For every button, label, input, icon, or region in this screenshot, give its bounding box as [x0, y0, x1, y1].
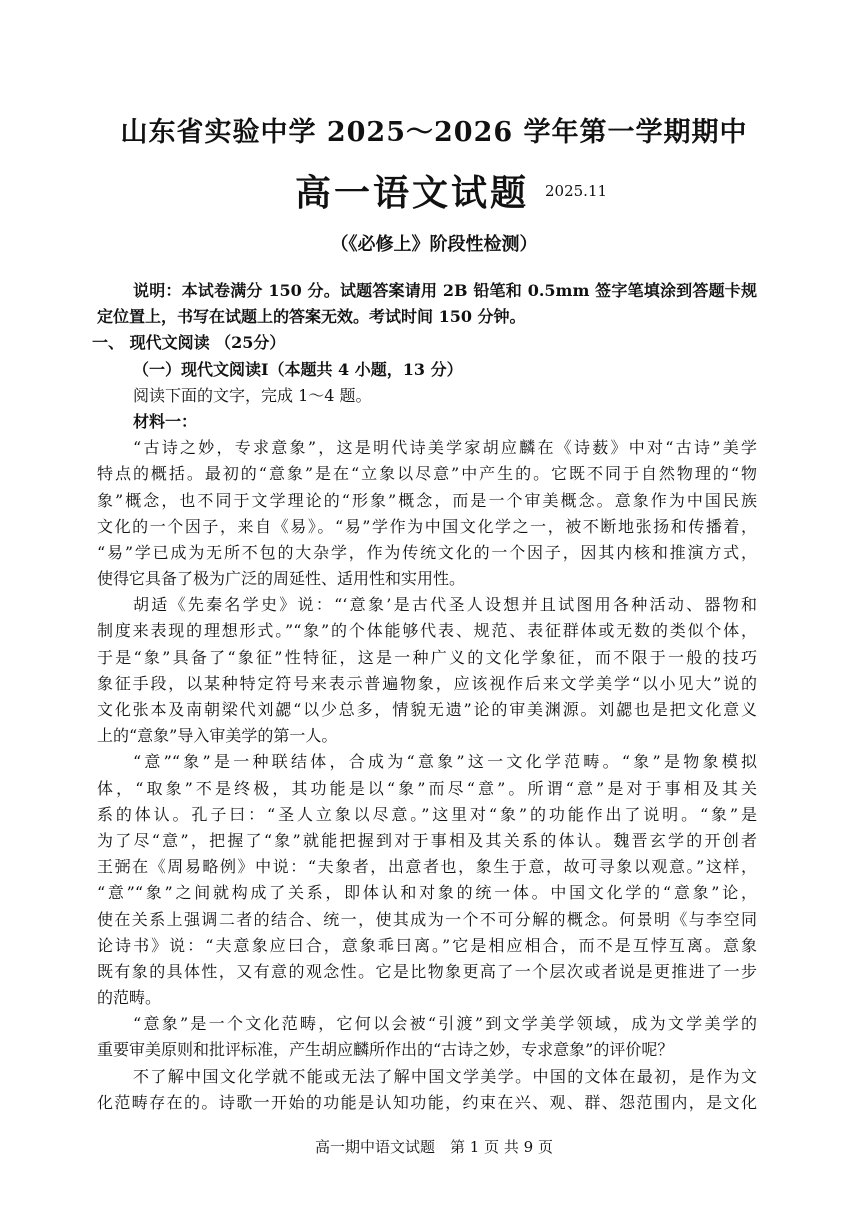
passage-line: 制度来表现的理想形式。”“象”的个体能够代表、规范、表征群体或无数的类似个体，	[97, 621, 757, 641]
passage-line: 使得它具备了极为广泛的周延性、适用性和实用性。	[97, 569, 466, 589]
passage-line: 胡适《先秦名学史》说：“‘意象’是古代圣人设想并且试图用各种活动、器物和	[133, 595, 757, 615]
exam-title: 山东省实验中学 2025～2026 学年第一学期期中	[120, 117, 748, 148]
passage-line: 象征手段，以某种特定符号来表示普遍物象，应该视作后来文学美学“以小见大”说的	[97, 673, 757, 693]
passage-line: “意象”是一个文化范畴，它何以会被“引渡”到文学美学领域，成为文学美学的	[133, 1014, 757, 1034]
passage-line: 文化的一个因子，来自《易》。“易”学作为中国文化学之一，被不断地张扬和传播着，	[97, 516, 757, 536]
exam-date: 2025.11	[545, 182, 608, 200]
passage-line: “古诗之妙，专求意象”，这是明代诗美学家胡应麟在《诗薮》中对“古诗”美学	[133, 438, 757, 458]
passage-line: 于是“象”具备了“象征”性特征，这是一种广义的文化学象征，而不限于一般的技巧	[97, 647, 757, 667]
passage-line: “意”“象”是一种联结体，合成为“意象”这一文化学范畴。“象”是物象模拟	[133, 752, 757, 772]
passage-line: 上的“意象”导入审美学的第一人。	[97, 726, 338, 746]
section-heading: 一、 现代文阅读 （25分）	[92, 333, 286, 353]
passage-line: 的范畴。	[97, 988, 162, 1008]
passage-line: 不了解中国文化学就不能或无法了解中国文学美学。中国的文体在最初，是作为文	[133, 1066, 757, 1086]
passage-line: “易”学已成为无所不包的大杂学，作为传统文化的一个因子，因其内核和推演方式，	[97, 542, 757, 562]
page-footer: 高一期中语文试题 第 1 页 共 9 页	[315, 1138, 553, 1156]
passage-line: 使在关系上强调二者的结合、统一，使其成为一个不可分解的概念。何景明《与李空同	[97, 909, 757, 929]
passage-text	[97, 435, 757, 1116]
instructions-line: 说明：本试卷满分 150 分。试题答案请用 2B 铅笔和 0.5mm 签字笔填涂到答题卡规	[133, 281, 757, 300]
part-heading: （一）现代文阅读Ⅰ（本题共 4 小题，13 分）	[133, 359, 463, 379]
passage-line: 论诗书》说：“夫意象应曰合，意象乖曰离。”它是相应相合，而不是互悖互离。意象	[97, 935, 757, 955]
subject-title: 高一语文试题	[295, 172, 530, 214]
passage-line: 重要审美原则和批评标准，产生胡应麟所作出的“古诗之妙，专求意象”的评价呢？	[97, 1040, 674, 1060]
passage-line: 既有象的具体性，又有意的观念性。它是比物象更高了一个层次或者说是更推进了一步	[97, 961, 757, 981]
passage-line: 文化张本及南朝梁代刘勰“以少总多，情貌无遗”论的审美渊源。刘勰也是把文化意义	[97, 700, 757, 719]
passage-line: 化范畴存在的。诗歌一开始的功能是认知功能，约束在兴、观、群、怨范围内，是文化	[97, 1092, 757, 1112]
exam-subtitle: （《必修上》阶段性检测）	[330, 234, 538, 255]
passage-line: 系的体认。孔子曰：“圣人立象以尽意。”这里对“象”的功能作出了说明。“象”是	[97, 804, 757, 824]
reading-prompt: 阅读下面的文字，完成 1～4 题。	[133, 385, 372, 405]
passage-line: “意”“象”之间就构成了关系，即体认和对象的统一体。中国文化学的“意象”论，	[97, 883, 757, 903]
material-label: 材料一：	[133, 411, 198, 431]
passage-line: 象”概念，也不同于文学理论的“形象”概念，而是一个审美概念。意象作为中国民族	[97, 490, 757, 510]
exam-body	[92, 278, 757, 1116]
passage-line: 体，“取象”不是终极，其功能是以“象”而尽“意”。所谓“意”是对于事相及其关	[97, 778, 757, 798]
passage-line: 为了尽“意”，把握了“象”就能把握到对于事相及其关系的体认。魏晋玄学的开创者	[97, 830, 757, 850]
passage-line: 特点的概括。最初的“意象”是在“立象以尽意”中产生的。它既不同于自然物理的“物	[97, 464, 757, 484]
instructions-line: 定位置上，书写在试题上的答案无效。考试时间 150 分钟。	[97, 307, 526, 327]
passage-line: 王弼在《周易略例》中说：“夫象者，出意者也，象生于意，故可寻象以观意。”这样，	[97, 857, 757, 877]
